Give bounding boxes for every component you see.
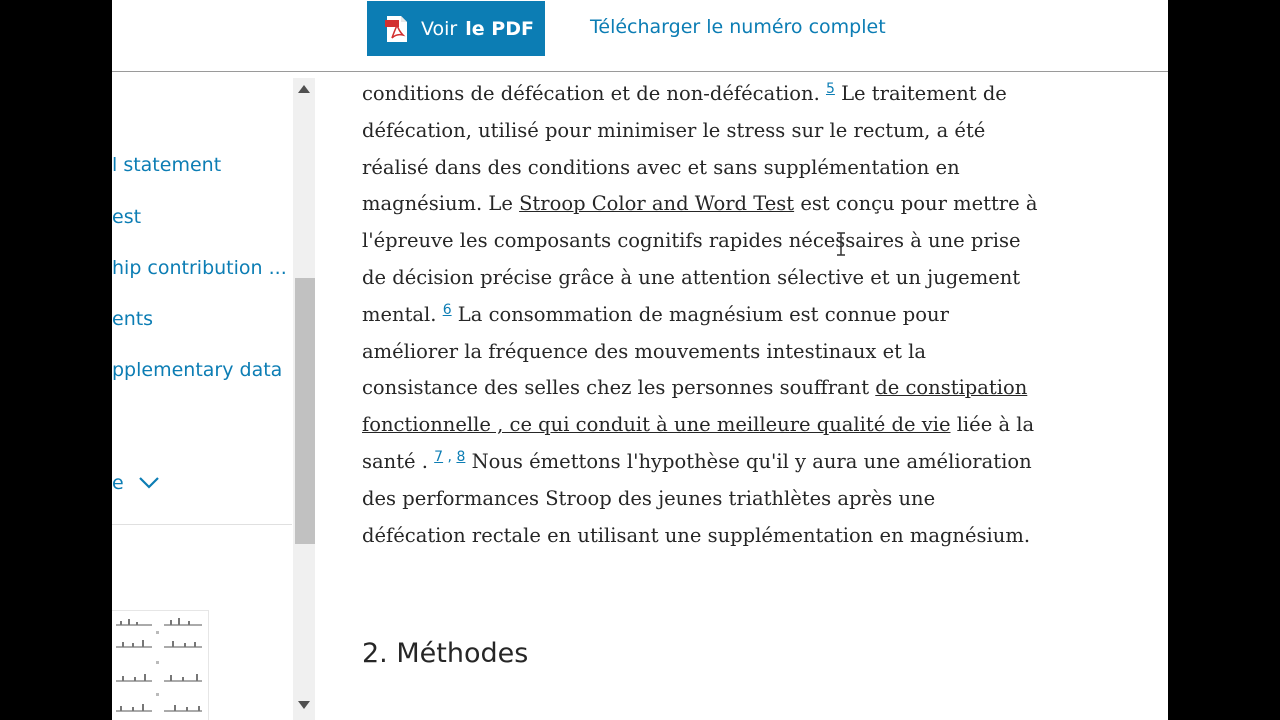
scrollbar-thumb[interactable]: [295, 278, 315, 544]
outline-sidebar: [112, 72, 292, 720]
browser-viewport: [112, 0, 1168, 720]
text-run: Le traitement de défécation, utilisé pour minimiser le stress sur le rectum, a été réalisé dans des conditions avec et sans supplémentation en magnésium. Le: [362, 82, 1007, 216]
article-paragraph: [362, 76, 1042, 554]
sidebar-item-more[interactable]: [112, 472, 160, 494]
sidebar-item-more-label: e: [112, 472, 124, 494]
reference-link-5[interactable]: 5: [825, 81, 835, 97]
triangle-down-icon: [298, 701, 310, 709]
sidebar-item-supplementary-data[interactable]: pplementary data: [112, 359, 283, 381]
sidebar-item-statement[interactable]: l statement: [112, 154, 222, 176]
section-heading: 2. Méthodes: [362, 638, 529, 669]
reference-link-8[interactable]: 8: [456, 448, 466, 465]
sidebar-item-contribution[interactable]: hip contribution ...: [112, 257, 287, 279]
view-pdf-label-bold: le PDF: [465, 17, 534, 40]
sidebar-item-test[interactable]: est: [112, 206, 142, 228]
text-run: Nous émettons l'hypothèse qu'il y aura une amélioration des performances Stroop des jeunes triathlètes après une défécation rectale en utilisant une supplémentation en magnésium.: [362, 449, 1032, 547]
figure-thumbnail[interactable]: [112, 610, 209, 720]
stroop-test-link[interactable]: Stroop Color and Word Test: [519, 192, 795, 216]
reference-link-6[interactable]: 6: [442, 301, 452, 318]
view-pdf-button[interactable]: [367, 1, 545, 56]
article-toolbar: [112, 0, 1168, 72]
text-run: La consommation de magnésium est connue pour améliorer la fréquence des mouvements intestinaux et la consistance des selles chez les personnes souffrant: [362, 302, 949, 400]
pdf-icon: [385, 15, 409, 43]
reference-separator: ,: [443, 448, 457, 465]
view-pdf-label: Voir: [421, 17, 458, 40]
article-body: [362, 76, 1042, 554]
chevron-down-icon: [138, 476, 160, 490]
reference-link-7[interactable]: 7: [434, 448, 444, 465]
text-cursor-icon: [836, 232, 846, 256]
text-run: liée à la santé .: [362, 413, 1035, 473]
sidebar-divider: [112, 524, 292, 525]
constipation-link[interactable]: de constipation fonctionnelle , ce qui conduit à une meilleure qualité de vie: [362, 376, 1028, 437]
triangle-up-icon: [298, 85, 310, 93]
sidebar-item-acknowledgements[interactable]: ents: [112, 308, 154, 330]
download-issue-link[interactable]: Télécharger le numéro complet: [590, 16, 886, 38]
text-run: conditions de défécation et de non-défécation.: [362, 82, 826, 105]
scroll-down-button[interactable]: [293, 694, 315, 716]
scroll-up-button[interactable]: [293, 78, 315, 100]
text-run: est conçu pour mettre à l'épreuve les composants cognitifs rapides nécessaires à une prise de décision précise grâce à une attention sélective et un jugement mental.: [362, 192, 1038, 326]
sidebar-scrollbar[interactable]: [293, 78, 315, 720]
